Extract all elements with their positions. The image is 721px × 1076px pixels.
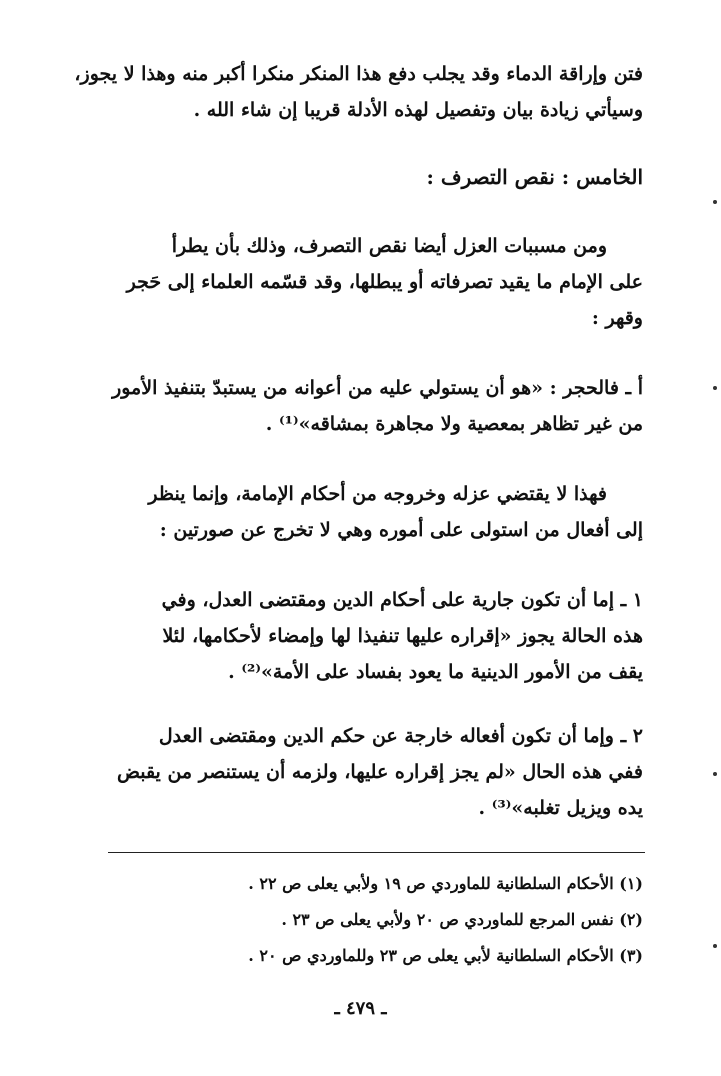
- paragraph-deficiency: [102, 228, 643, 336]
- text-line: ففي هذه الحال «لم يجز إقراره عليها، ولزمه أن يستنصر من يقبض: [116, 761, 643, 783]
- text-line: ٢ ـ وإما أن تكون أفعاله خارجة عن حكم الدين ومقتضى العدل: [158, 725, 643, 747]
- text-line: فهذا لا يقتضي عزله وخروجه من أحكام الإمامة، وإنما ينظر: [148, 483, 607, 505]
- text-line: فتن وإراقة الدماء وقد يجلب دفع هذا المنكر منكرا أكبر منه وهذا لا يجوز،: [74, 63, 643, 85]
- footnote-3: (٣) الأحكام السلطانية لأبي يعلى ص ٢٣ وللماوردي ص ٢٠ .: [248, 946, 643, 965]
- text-line: وسيأتي زيادة بيان وتفصيل لهذه الأدلة قريبا إن شاء الله .: [193, 99, 643, 121]
- text-line: ١ ـ إما أن تكون جارية على أحكام الدين ومقتضى العدل، وفي: [161, 589, 643, 611]
- text-line: أ ـ فالحجر : «هو أن يستولي عليه من أعوانه من يستبدّ بتنفيذ الأمور: [112, 377, 643, 399]
- page-number: ـ ٤٧٩ ـ: [334, 998, 387, 1019]
- text-line: على الإمام ما يقيد تصرفاته أو يبطلها، وقد قسّمه العلماء إلى حَجر: [126, 271, 643, 293]
- paragraph-intro: [74, 56, 643, 128]
- scan-speck: [713, 386, 717, 390]
- paragraph-case-one: [102, 582, 643, 690]
- text-line: يقف من الأمور الدينية ما يعود بفساد على الأمة»⁽²⁾ .: [228, 661, 643, 683]
- paragraph-consequence: [140, 476, 643, 548]
- footnote-1: (١) الأحكام السلطانية للماوردي ص ١٩ ولأبي يعلى ص ٢٢ .: [248, 874, 643, 893]
- text-line: وقهر :: [591, 307, 643, 329]
- scan-speck: [713, 772, 717, 776]
- text-line: إلى أفعال من استولى على أموره وهي لا تخرج عن صورتين :: [159, 519, 643, 541]
- text-line: ومن مسببات العزل أيضا نقص التصرف، وذلك بأن يطرأ: [171, 235, 607, 257]
- text-line: من غير تظاهر بمعصية ولا مجاهرة بمشاقه»⁽¹⁾ .: [265, 413, 643, 435]
- text-line: هذه الحالة يجوز «إقراره عليها تنفيذا لها وإمضاء لأحكامها، لئلا: [162, 625, 643, 647]
- scan-speck: [713, 200, 717, 204]
- paragraph-hajr: [102, 370, 643, 442]
- paragraph-case-two: [102, 718, 643, 826]
- section-heading: الخامس : نقص التصرف :: [426, 165, 643, 189]
- footnotes: [108, 866, 643, 974]
- scan-speck: [713, 944, 717, 948]
- footnote-divider: [108, 852, 645, 853]
- footnote-2: (٢) نفس المرجع للماوردي ص ٢٠ ولأبي يعلى ص ٢٣ .: [281, 910, 643, 929]
- text-line: يده ويزيل تغلبه»⁽³⁾ .: [478, 797, 643, 819]
